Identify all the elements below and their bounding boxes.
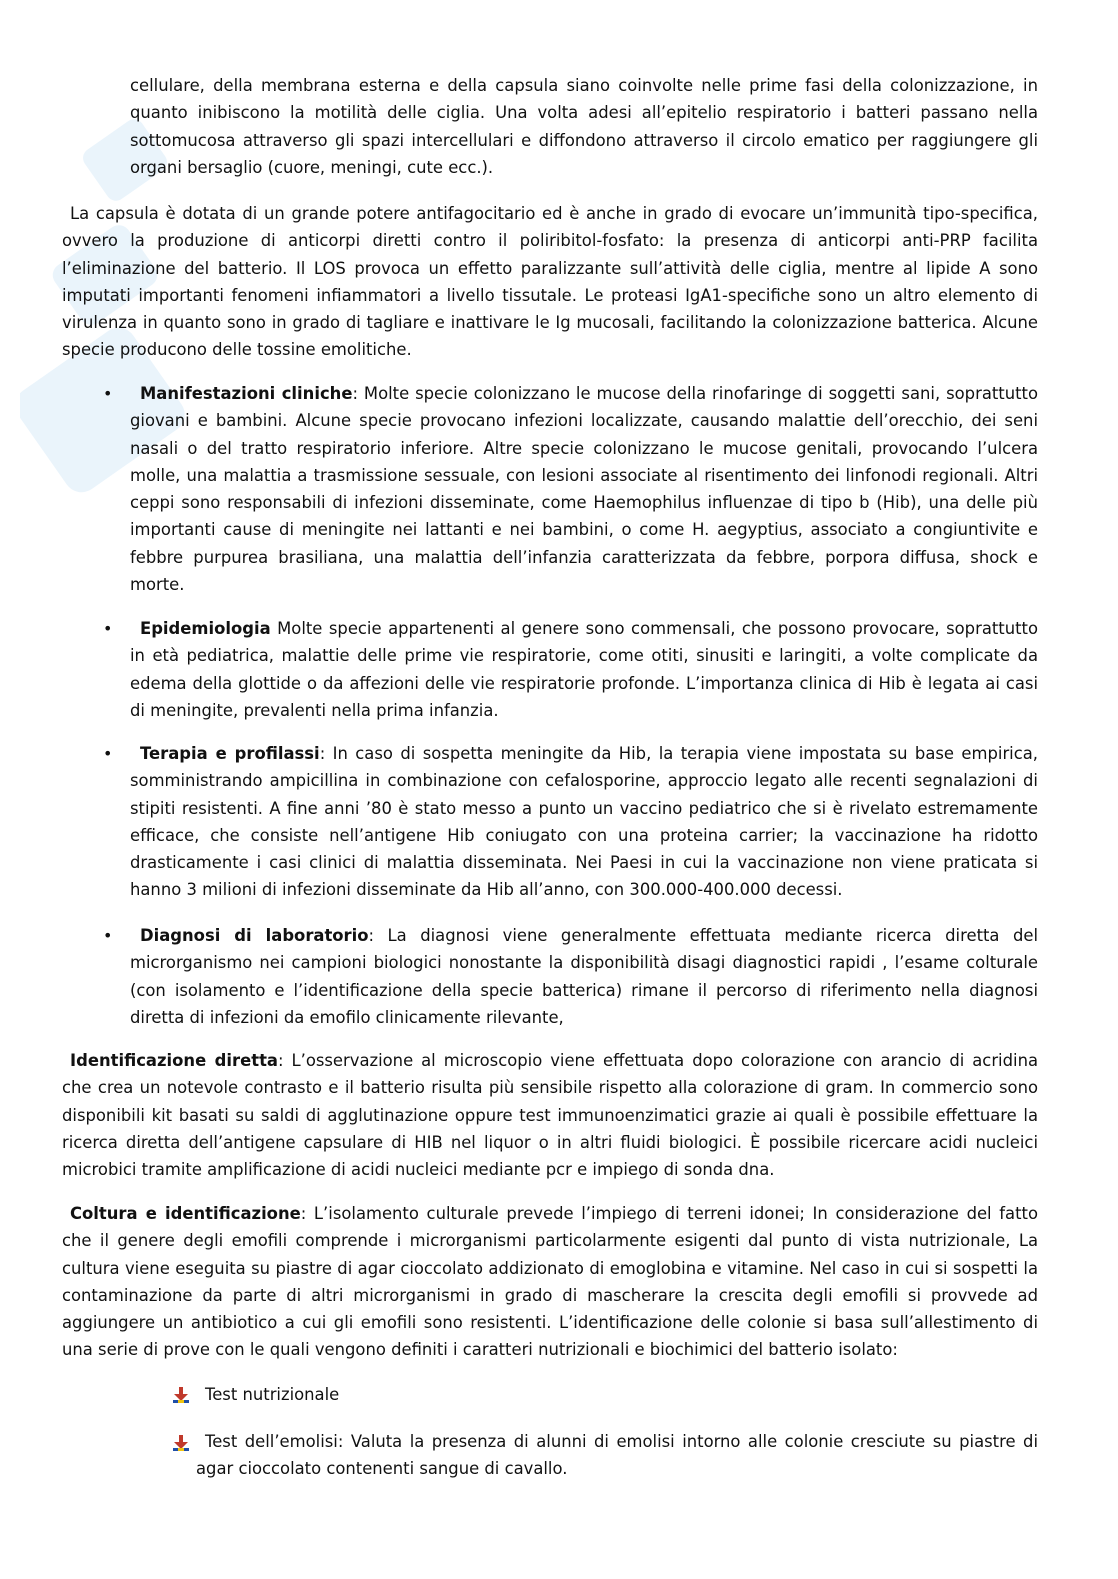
- bullet-title: Diagnosi di laboratorio: [140, 926, 369, 945]
- section-title: Identificazione diretta: [70, 1051, 278, 1070]
- bullet-text: Molte specie colonizzano le mucose della rinofaringe di soggetti sani, soprattutto giovani e bambini. Alcune specie provocano infezioni localizzate, causando malattie dell’orecchio, dei seni nasali o del tratto respiratorio inferiore. Altre specie colonizzano le mucose genitali, provocando l’ulcera molle, una malattia a trasmissione sessuale, con lesioni associate al risentimento dei linfonodi regionali. Altri ceppi sono responsabili di infezioni disseminate, come Haemophilus influenzae di tipo b (Hib), una delle più importanti cause di meningite nei lattanti e nei bambini, o come H. aegyptius, associato a congiuntivite e febbre purpurea brasiliana, una malattia dell’infanzia caratterizzata da febbre, porpora diffusa, shock e morte.: [130, 384, 1038, 595]
- bullet-title: Epidemiologia: [140, 619, 271, 638]
- section-text: : L’osservazione al microscopio viene effettuata dopo colorazione con arancio di acridina che crea un notevole contrasto e il batterio risulta più sensibile rispetto alla colorazione di gram. In commercio sono disponibili kit basati su saldi di agglutinazione oppure test immunoenzimatici grazie ai quali è possibile effettuare la ricerca diretta dell’antigene capsulare di HIB nel liquor o in altri fluidi biologici. È possibile ricercare acidi nucleici microbici tramite amplificazione di acidi nucleici mediante pcr e impiego di sonda dna.: [62, 1051, 1039, 1180]
- bullet-epidemiology: [130, 615, 1038, 724]
- bullet-marker: •: [103, 619, 113, 638]
- paragraph-continuation: cellulare, della membrana esterna e della capsula siano coinvolte nelle prime fasi della colonizzazione, in quanto inibiscono la motilità delle ciglia. Una volta adesi all’epitelio respiratorio i batteri passano nella sottomucosa attraverso gli spazi intercellulari e diffondono attraverso il circolo ematico per raggiungere gli organi bersaglio (cuore, meningi, cute ecc.).: [130, 76, 1038, 177]
- bullet-marker: •: [103, 384, 113, 403]
- bullet-marker: •: [103, 926, 113, 945]
- bullet-title: Manifestazioni cliniche: [140, 384, 353, 403]
- arrow-bullet-icon: [172, 1434, 190, 1452]
- sublist-item: Test dell’emolisi: Valuta la presenza di alunni di emolisi intorno alle colonie cresciute su piastre di agar cioccolato contenenti sangue di cavallo.: [196, 1432, 1038, 1479]
- bullet-sep: :: [319, 744, 326, 763]
- bullet-text: La diagnosi viene generalmente effettuata mediante ricerca diretta del microrganismo nei campioni biologici nonostante la disponibilità disagi diagnostici rapidi , l’esame colturale (con isolamento e l’identificazione della specie batterica) rimane il percorso di riferimento nella diagnosi diretta di infezioni da emofilo clinicamente rilevante,: [130, 926, 1038, 1027]
- paragraph-capsule: La capsula è dotata di un grande potere antifagocitario ed è anche in grado di evocare un’immunità tipo-specifica, ovvero la produzione di anticorpi diretti contro il poliribitol-fosfato: la presenza di anticorpi anti-PRP facilita l’eliminazione del batterio. Il LOS provoca un effetto paralizzante sull’attività delle ciglia, mentre al lipide A sono imputati importanti fenomeni infiammatori a livello tissutale. Le proteasi IgA1-specifiche sono un altro elemento di virulenza in quanto sono in grado di tagliare e inattivare le Ig mucosali, facilitando la colonizzazione batterica. Alcune specie producono delle tossine emolitiche.: [62, 204, 1038, 360]
- bullet-therapy: [130, 740, 1038, 904]
- bullet-title: Terapia e profilassi: [140, 744, 320, 763]
- bullet-clinical: [130, 380, 1038, 598]
- bullet-sep: :: [368, 926, 375, 945]
- bullet-sep: :: [352, 384, 358, 403]
- section-text: : L’isolamento culturale prevede l’impiego di terreni idonei; In considerazione del fatto che il genere degli emofili comprende i microrganismi particolarmente esigenti dal punto di vista nutrizionale, La cultura viene eseguita su piastre di agar cioccolato addizionato di emoglobina e vitamine. Nel caso in cui si sospetti la contaminazione da parte di altri microrganismi in grado di mascherare la crescita degli emofili si provvede ad aggiungere un antibiotico a cui gli emofili sono resistenti. L’identificazione delle colonie si basa sull’allestimento di una serie di prove con le quali vengono definiti i caratteri nutrizionali e biochimici del batterio isolato:: [62, 1204, 1038, 1360]
- section-title: Coltura e identificazione: [70, 1204, 301, 1223]
- bullet-text: In caso di sospetta meningite da Hib, la terapia viene impostata su base empirica, somministrando ampicillina in combinazione con cefalosporine, approccio legato alle recenti segnalazioni di stipiti resistenti. A fine anni ’80 è stato messo a punto un vaccino pediatrico che si è rivelato estremamente efficace, che consiste nell’antigene Hib coniugato con una proteina carrier; la vaccinazione ha ridotto drasticamente i casi clinici di malattia disseminata. Nei Paesi in cui la vaccinazione non viene praticata si hanno 3 milioni di infezioni disseminate da Hib all’anno, con 300.000-400.000 decessi.: [130, 744, 1038, 900]
- bullet-text: Molte specie appartenenti al genere sono commensali, che possono provocare, soprattutto in età pediatrica, malattie delle prime vie respiratorie, come otiti, sinusiti e laringiti, a volte complicate da edema della glottide o da affezioni delle vie respiratorie profonde. L’importanza clinica di Hib è legata ai casi di meningite, prevalenti nella prima infanzia.: [130, 619, 1038, 720]
- bullet-diagnosis: [130, 922, 1038, 1031]
- section-culture-identification: [62, 1200, 1038, 1364]
- section-direct-identification: [62, 1047, 1038, 1183]
- sublist-item: Test nutrizionale: [205, 1385, 340, 1404]
- bullet-marker: •: [103, 744, 113, 763]
